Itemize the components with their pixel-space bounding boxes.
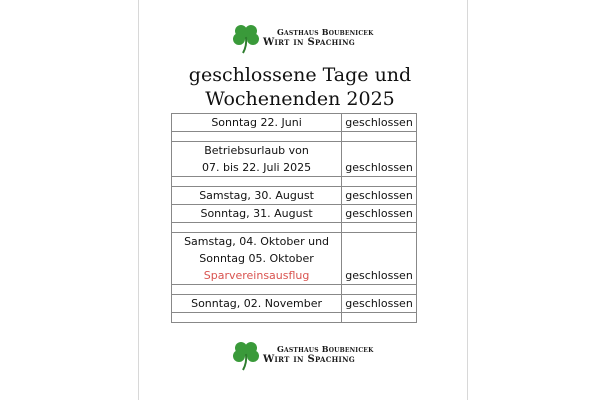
- date-line: Sonntag 22. Juni: [211, 116, 302, 129]
- spacer-row: [172, 177, 417, 187]
- table-row: [172, 233, 417, 285]
- date-cell: [172, 142, 342, 177]
- date-line: Betriebsurlaub von: [204, 144, 309, 157]
- date-line: Samstag, 04. Oktober und: [184, 235, 330, 248]
- title-line2: Wochenenden 2025: [205, 88, 395, 110]
- title-line1: geschlossene Tage und: [188, 64, 412, 86]
- date-cell: [172, 187, 342, 205]
- scan-edge-left: [138, 0, 139, 400]
- page-title: [170, 63, 430, 111]
- table-row: [172, 142, 417, 177]
- status-cell: geschlossen: [342, 142, 417, 177]
- date-line: Sonntag, 31. August: [200, 207, 313, 220]
- date-cell: [172, 295, 342, 313]
- shamrock-icon: [231, 22, 261, 54]
- date-cell: [172, 205, 342, 223]
- status-cell: geschlossen: [342, 233, 417, 285]
- table-row: [172, 295, 417, 313]
- date-line: Samstag, 30. August: [199, 189, 314, 202]
- status-cell: geschlossen: [342, 114, 417, 132]
- spacer-row: [172, 223, 417, 233]
- logo-top: [231, 22, 373, 54]
- logo-bottom: [231, 339, 373, 371]
- logo-line2: Wirt in Spaching: [263, 37, 356, 48]
- date-cell: [172, 233, 342, 285]
- logo-line1: Gasthaus Boubenicek: [277, 344, 374, 354]
- spacer-row: [172, 132, 417, 142]
- logo-text: [263, 28, 373, 48]
- date-line: Sonntag 05. Oktober: [199, 252, 314, 265]
- logo-line1: Gasthaus Boubenicek: [277, 27, 374, 37]
- event-note: Sparvereinsausflug: [203, 269, 310, 282]
- status-cell: geschlossen: [342, 187, 417, 205]
- date-cell: [172, 114, 342, 132]
- date-line: Sonntag, 02. November: [191, 297, 322, 310]
- table-row: [172, 205, 417, 223]
- status-cell: geschlossen: [342, 295, 417, 313]
- table-row: [172, 114, 417, 132]
- scan-edge-right: [467, 0, 468, 400]
- date-line: 07. bis 22. Juli 2025: [202, 161, 312, 174]
- spacer-row: [172, 313, 417, 323]
- table-row: [172, 187, 417, 205]
- logo-line2: Wirt in Spaching: [263, 354, 356, 365]
- spacer-row: [172, 285, 417, 295]
- closure-table: [171, 113, 417, 323]
- shamrock-icon: [231, 339, 261, 371]
- logo-text: [263, 345, 373, 365]
- status-cell: geschlossen: [342, 205, 417, 223]
